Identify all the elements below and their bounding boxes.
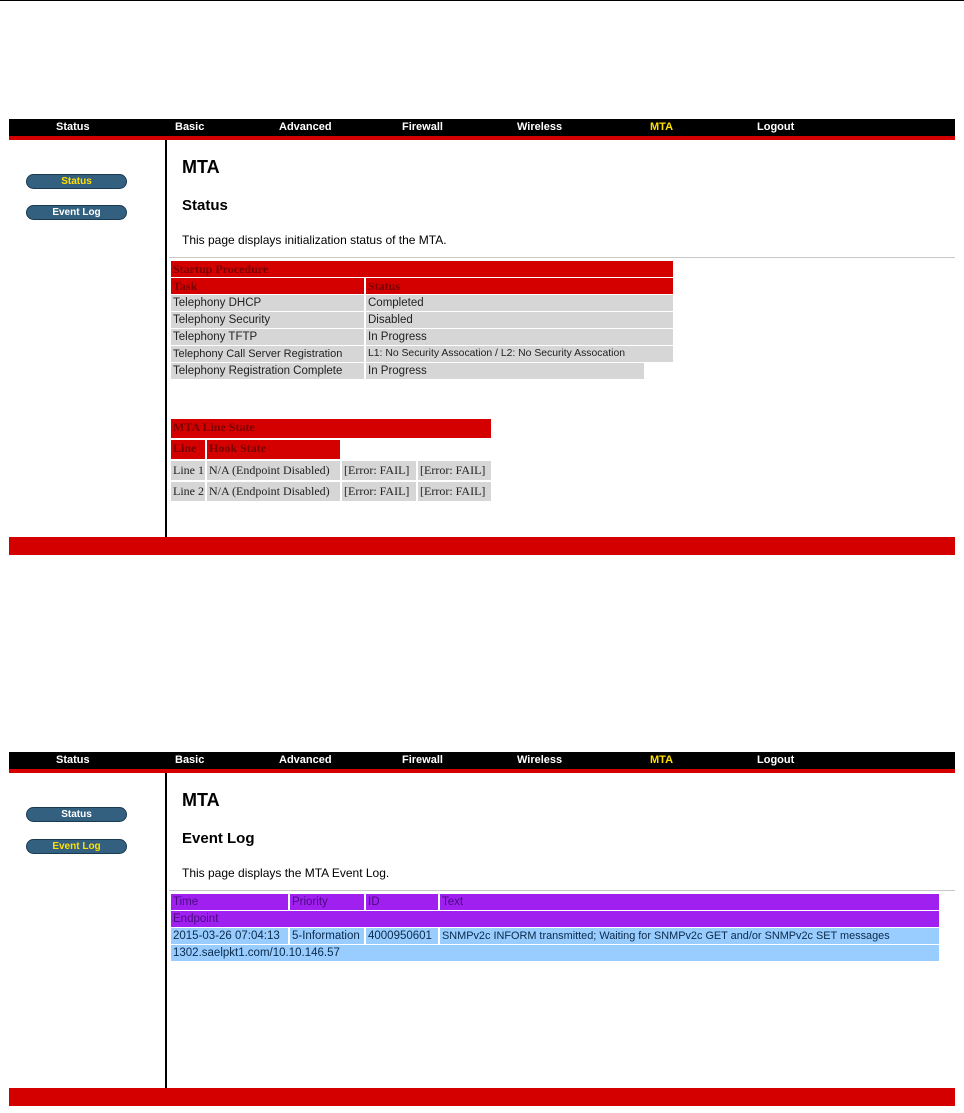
column-header-id: ID xyxy=(366,894,438,910)
table-row xyxy=(171,329,673,345)
event-log-header-row xyxy=(171,894,939,910)
nav-firewall[interactable]: Firewall xyxy=(402,121,443,133)
event-text-cell: SNMPv2c INFORM transmitted; Waiting for SNMPv2c GET and/or SNMPv2c SET messages xyxy=(440,928,939,944)
line-cell: Line 2 xyxy=(171,482,205,501)
nav-wireless[interactable]: Wireless xyxy=(517,754,563,766)
table-row xyxy=(171,945,939,961)
task-cell: Telephony Registration Complete xyxy=(171,363,364,379)
table-row xyxy=(171,295,673,311)
column-header-status: Status xyxy=(366,278,673,294)
page-subtitle: Status xyxy=(182,197,228,214)
event-log-table xyxy=(171,894,939,964)
error-cell: [Error: FAIL] xyxy=(342,482,416,501)
task-cell: Telephony Security xyxy=(171,312,364,328)
line-state-caption: MTA Line State xyxy=(171,419,491,438)
mta-event-log-screen xyxy=(9,752,955,1106)
status-cell: Completed xyxy=(366,295,673,311)
sidebar-divider xyxy=(165,773,167,1091)
content-divider xyxy=(169,890,955,891)
sidebar-divider xyxy=(165,140,167,538)
startup-table-caption: Startup Procedure xyxy=(171,261,673,277)
table-row xyxy=(171,928,939,944)
table-row xyxy=(171,363,673,379)
table-row xyxy=(171,346,673,362)
status-cell: In Progress xyxy=(366,329,673,345)
nav-mta[interactable]: MTA xyxy=(650,754,674,766)
status-cell: Disabled xyxy=(366,312,673,328)
hook-state-cell: N/A (Endpoint Disabled) xyxy=(207,461,340,480)
column-header-line: Line xyxy=(171,440,205,459)
sidebar-status-button[interactable]: Status xyxy=(26,174,127,189)
top-nav-bar xyxy=(9,119,955,140)
status-cell: In Progress xyxy=(366,363,644,379)
error-cell: [Error: FAIL] xyxy=(418,482,491,501)
nav-logout[interactable]: Logout xyxy=(757,754,795,766)
task-cell: Telephony Call Server Registration xyxy=(171,346,364,362)
page-description: This page displays initialization status of the MTA. xyxy=(182,233,447,247)
nav-firewall[interactable]: Firewall xyxy=(402,754,443,766)
error-cell: [Error: FAIL] xyxy=(342,461,416,480)
event-id-cell: 4000950601 xyxy=(366,928,438,944)
page-top-rule xyxy=(0,0,964,1)
column-header-time: Time xyxy=(171,894,288,910)
nav-advanced[interactable]: Advanced xyxy=(279,121,332,133)
bottom-bar xyxy=(9,537,955,555)
event-priority-cell: 5-Information xyxy=(290,928,364,944)
event-time-cell: 2015-03-26 07:04:13 xyxy=(171,928,288,944)
column-header-text: Text xyxy=(440,894,939,910)
nav-basic[interactable]: Basic xyxy=(175,754,205,766)
page-subtitle: Event Log xyxy=(182,830,255,847)
event-log-subheader-row xyxy=(171,911,939,927)
nav-basic[interactable]: Basic xyxy=(175,121,205,133)
mta-status-screen xyxy=(9,119,955,555)
column-header-priority: Priority xyxy=(290,894,364,910)
nav-advanced[interactable]: Advanced xyxy=(279,754,332,766)
task-cell: Telephony DHCP xyxy=(171,295,364,311)
page-title: MTA xyxy=(182,157,220,177)
nav-logout[interactable]: Logout xyxy=(757,121,795,133)
line-state-table xyxy=(171,419,491,499)
sidebar-status-button[interactable]: Status xyxy=(26,807,127,822)
event-endpoint-cell: 1302.saelpkt1.com/10.10.146.57 xyxy=(171,945,939,961)
page-description: This page displays the MTA Event Log. xyxy=(182,866,390,880)
nav-status[interactable]: Status xyxy=(56,121,90,133)
sidebar-event-log-button[interactable]: Event Log xyxy=(26,205,127,220)
nav-mta[interactable]: MTA xyxy=(650,121,674,133)
content-divider xyxy=(169,257,955,258)
column-header-hook-state: Hook State xyxy=(207,440,340,459)
top-nav-bar xyxy=(9,752,955,773)
bottom-bar xyxy=(9,1088,955,1106)
line-cell: Line 1 xyxy=(171,461,205,480)
nav-wireless[interactable]: Wireless xyxy=(517,121,563,133)
table-row xyxy=(171,312,673,328)
hook-state-cell: N/A (Endpoint Disabled) xyxy=(207,482,340,501)
task-cell: Telephony TFTP xyxy=(171,329,364,345)
page-title: MTA xyxy=(182,790,220,810)
sidebar-event-log-button[interactable]: Event Log xyxy=(26,839,127,854)
column-header-task: Task xyxy=(171,278,364,294)
column-header-endpoint: Endpoint xyxy=(171,911,939,927)
error-cell: [Error: FAIL] xyxy=(418,461,491,480)
status-cell: L1: No Security Assocation / L2: No Security Assocation xyxy=(366,346,673,362)
nav-status[interactable]: Status xyxy=(56,754,90,766)
